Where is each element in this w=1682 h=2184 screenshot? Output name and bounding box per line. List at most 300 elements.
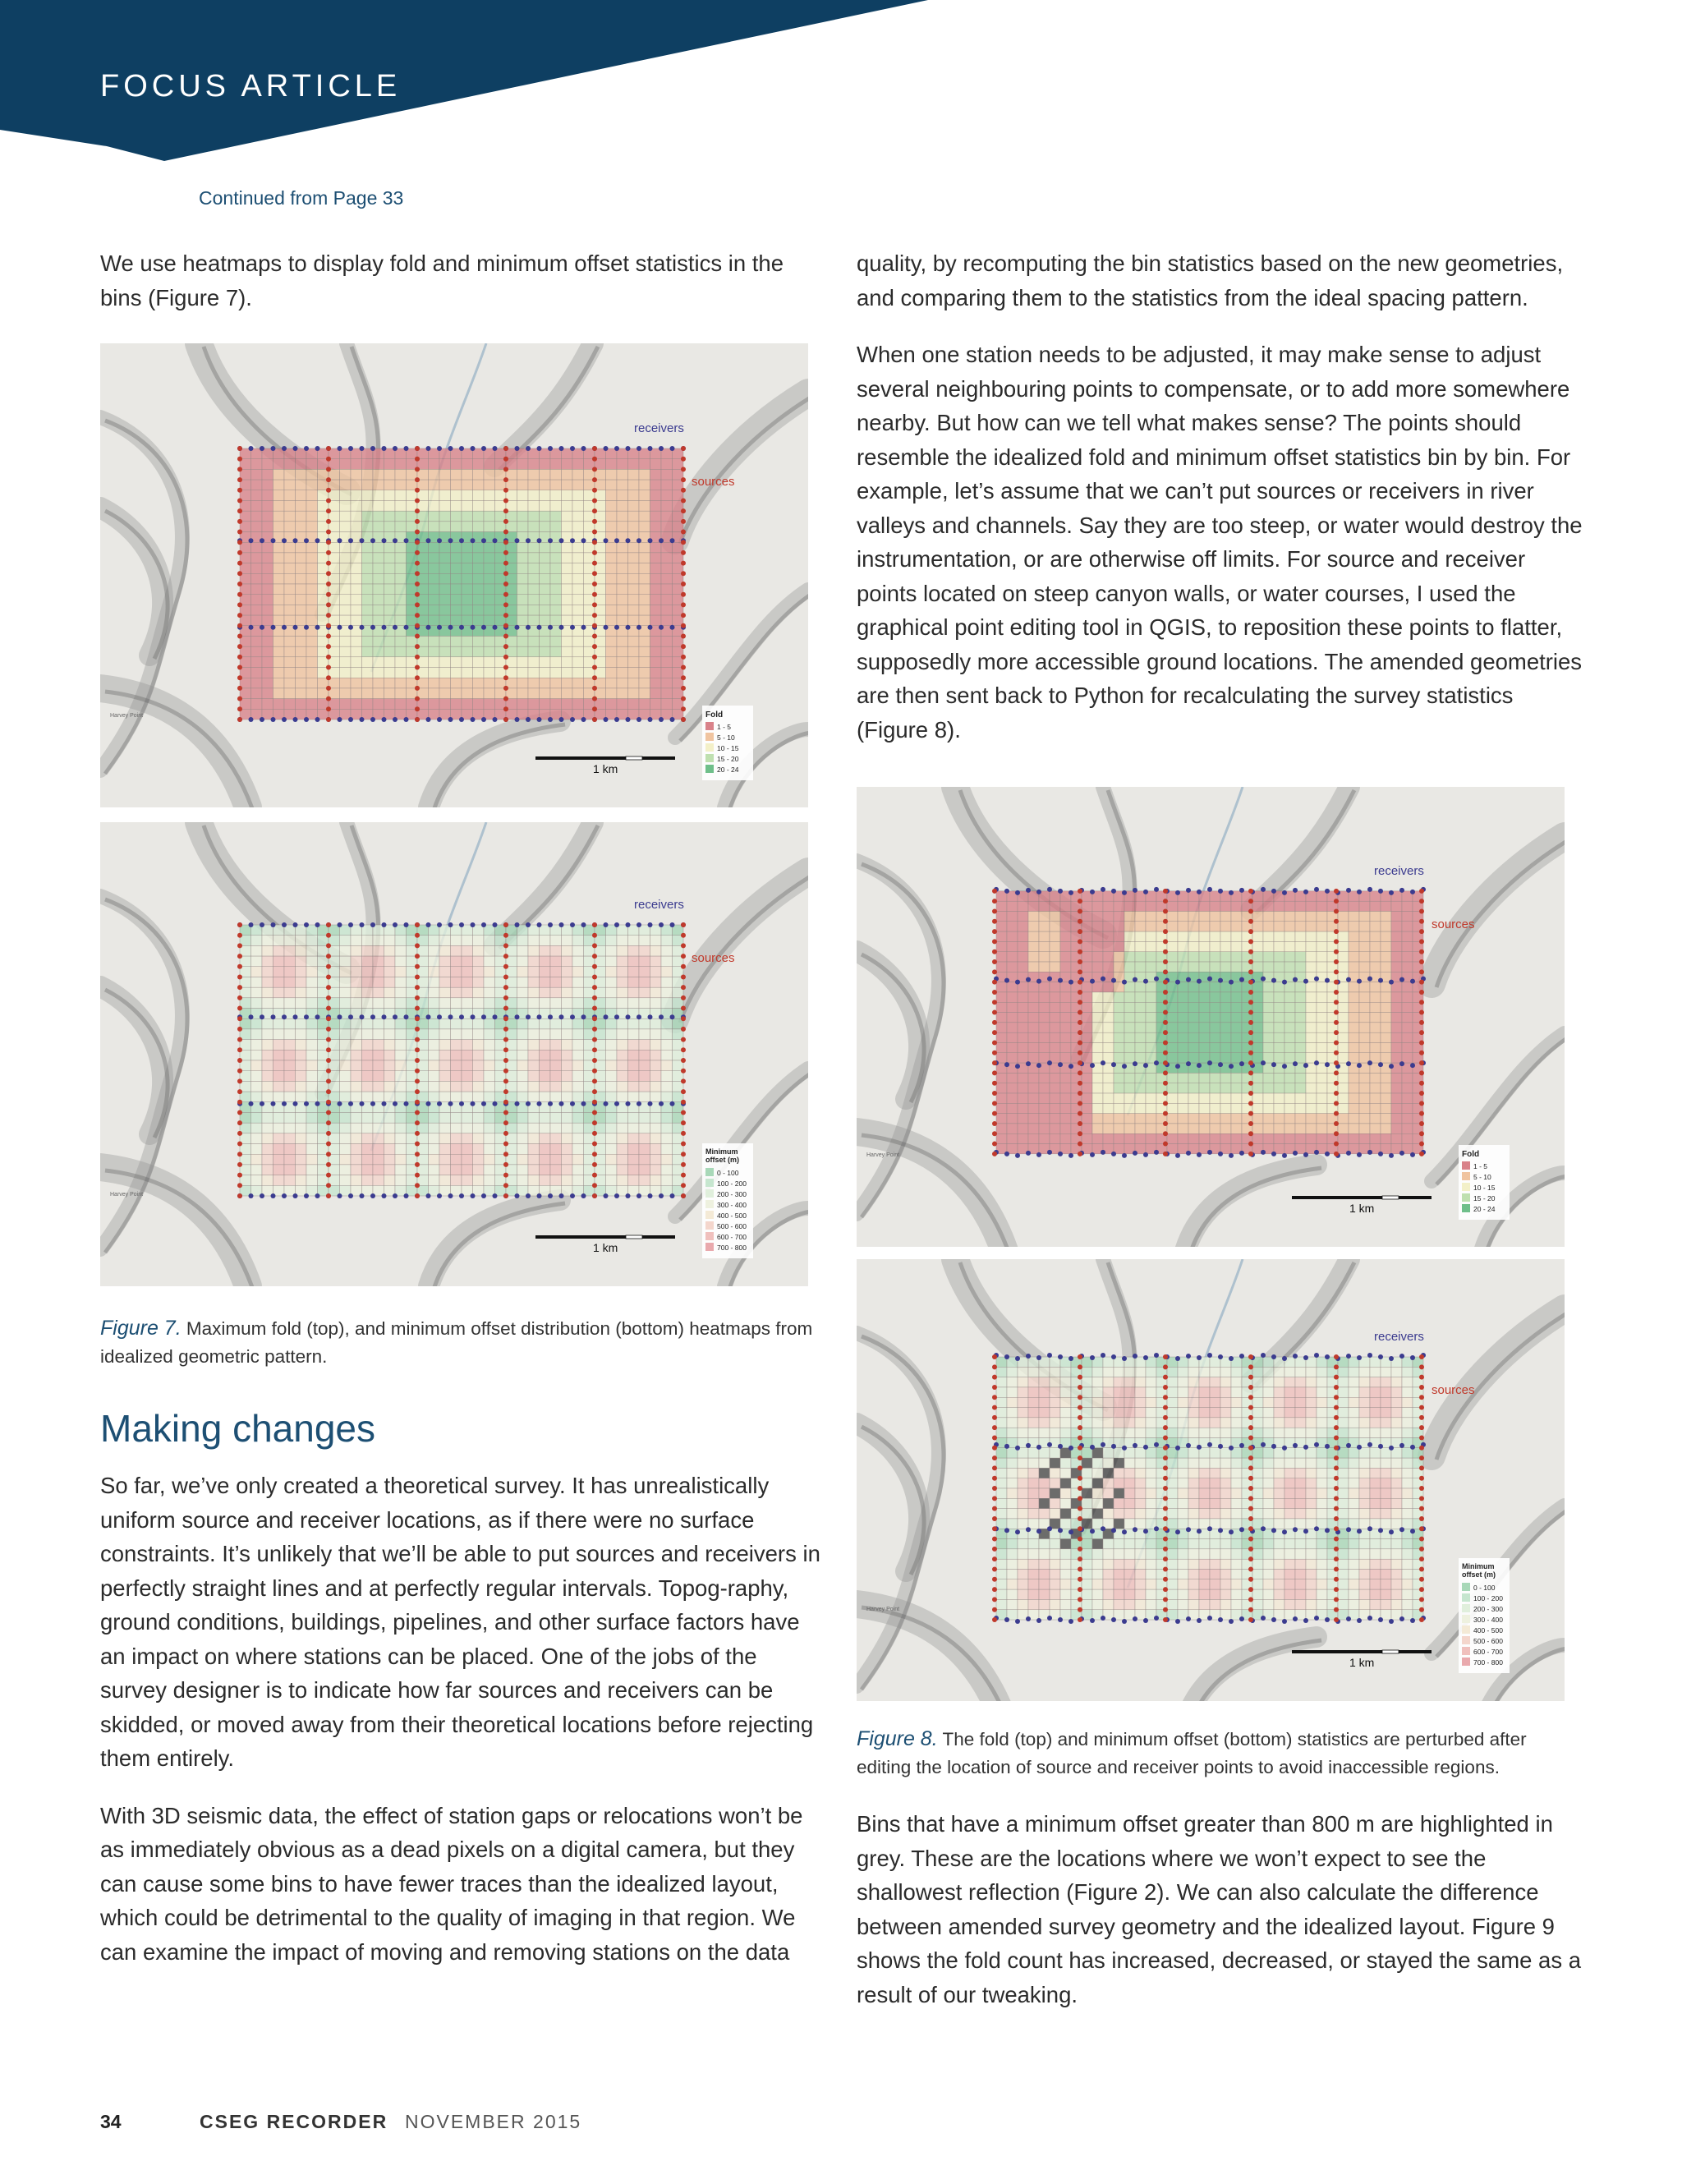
receiver-point xyxy=(360,1101,365,1106)
receiver-point xyxy=(1207,1353,1212,1358)
source-point xyxy=(1419,1496,1424,1501)
receiver-point xyxy=(1090,1445,1095,1450)
receiver-point xyxy=(1239,888,1244,893)
source-point xyxy=(592,1100,597,1105)
legend-entry: 10 - 15 xyxy=(717,744,739,752)
source-point xyxy=(415,995,420,1000)
legend-entry: 5 - 10 xyxy=(717,733,735,742)
receiver-point xyxy=(338,1193,342,1198)
receiver-point xyxy=(526,538,531,543)
source-point xyxy=(1334,1395,1339,1400)
source-point xyxy=(237,1120,242,1125)
source-point xyxy=(1248,1354,1253,1359)
receiver-point xyxy=(1378,1152,1383,1156)
source-point xyxy=(681,964,686,969)
legend-swatch xyxy=(705,765,714,773)
source-point xyxy=(1078,1516,1082,1521)
source-point xyxy=(1334,1091,1339,1096)
source-point xyxy=(592,1078,597,1083)
receiver-point xyxy=(1197,979,1202,984)
receiver-point xyxy=(537,538,542,543)
source-point xyxy=(592,1058,597,1063)
source-point xyxy=(592,1047,597,1052)
receiver-point xyxy=(249,446,254,451)
source-point xyxy=(1078,1597,1082,1602)
source-point xyxy=(681,1016,686,1021)
source-point xyxy=(1078,1111,1082,1116)
receiver-point xyxy=(1410,1063,1415,1068)
source-point xyxy=(326,508,331,513)
receiver-point xyxy=(1314,977,1319,982)
receiver-point xyxy=(370,446,375,451)
receiver-point xyxy=(1282,1153,1287,1158)
receiver-point xyxy=(1357,979,1362,984)
receiver-point xyxy=(636,625,641,630)
source-point xyxy=(326,665,331,670)
receiver-point xyxy=(1346,977,1351,982)
left-column-bottom xyxy=(100,1469,823,1992)
source-point xyxy=(1334,1385,1339,1390)
source-point xyxy=(237,1037,242,1042)
receiver-point xyxy=(1197,890,1202,894)
source-point xyxy=(1078,889,1082,894)
source-point xyxy=(503,686,508,691)
source-point xyxy=(1163,1537,1168,1542)
receiver-point xyxy=(1026,977,1031,982)
receiver-point xyxy=(1293,888,1298,893)
source-point xyxy=(326,974,331,979)
source-point xyxy=(237,985,242,990)
receiver-point xyxy=(1101,1060,1105,1065)
source-point xyxy=(1248,949,1253,954)
figure7-caption xyxy=(100,1314,823,1371)
source-point xyxy=(1163,1030,1168,1035)
source-point xyxy=(503,519,508,524)
receiver-point xyxy=(1378,978,1383,983)
source-point xyxy=(992,1465,997,1470)
source-point xyxy=(503,633,508,638)
source-point xyxy=(237,1173,242,1178)
source-point xyxy=(992,1617,997,1622)
source-point xyxy=(415,571,420,576)
source-point xyxy=(1248,908,1253,913)
receiver-point xyxy=(370,1014,375,1019)
source-point xyxy=(1078,929,1082,934)
source-point xyxy=(1419,1547,1424,1552)
source-point xyxy=(592,446,597,451)
source-point xyxy=(415,922,420,927)
source-point xyxy=(1248,959,1253,964)
source-point xyxy=(326,1131,331,1136)
figure8-caption xyxy=(857,1725,1583,1782)
source-point xyxy=(1248,1587,1253,1592)
legend-entry: 600 - 700 xyxy=(1473,1648,1503,1656)
receiver-point xyxy=(1346,888,1351,893)
receiver-point xyxy=(548,922,553,927)
receiver-point xyxy=(1047,887,1052,892)
source-point xyxy=(326,933,331,938)
receiver-point xyxy=(271,1193,276,1198)
receiver-point xyxy=(315,1101,320,1106)
receiver-point xyxy=(570,446,575,451)
receiver-point xyxy=(1122,1446,1127,1451)
source-point xyxy=(681,633,686,638)
receiver-point xyxy=(1015,1064,1020,1069)
figure8-label: Figure 8. xyxy=(857,1727,938,1750)
receiver-point xyxy=(304,922,309,927)
source-point xyxy=(992,1506,997,1511)
receiver-point xyxy=(471,717,476,722)
receiver-point xyxy=(437,625,442,630)
receiver-point xyxy=(360,446,365,451)
source-point xyxy=(1419,1537,1424,1542)
receiver-point xyxy=(1101,1616,1105,1621)
receiver-point xyxy=(1357,1152,1362,1157)
source-point xyxy=(237,697,242,701)
source-point xyxy=(503,1058,508,1063)
source-point xyxy=(326,602,331,607)
receiver-point xyxy=(1026,1151,1031,1156)
source-point xyxy=(992,1516,997,1521)
source-point xyxy=(992,899,997,903)
receiver-point xyxy=(382,538,387,543)
receiver-point xyxy=(1047,977,1052,982)
source-point xyxy=(415,1100,420,1105)
receiver-point xyxy=(437,446,442,451)
source-point xyxy=(415,467,420,471)
receiver-point xyxy=(260,1101,264,1106)
source-point xyxy=(237,706,242,711)
receiver-point xyxy=(559,1193,564,1198)
scale-bar-segment xyxy=(1382,1650,1399,1653)
source-point xyxy=(503,717,508,722)
source-point xyxy=(1334,1465,1339,1470)
source-point xyxy=(503,675,508,680)
receiver-point xyxy=(1047,1616,1052,1621)
source-point xyxy=(1334,1081,1339,1086)
source-point xyxy=(992,939,997,944)
source-point xyxy=(326,498,331,503)
source-point xyxy=(237,943,242,948)
receiver-point xyxy=(548,717,553,722)
receiver-point xyxy=(1261,887,1266,892)
source-point xyxy=(681,457,686,462)
source-point xyxy=(1419,1121,1424,1126)
receiver-point xyxy=(614,717,619,722)
receiver-point xyxy=(614,1014,619,1019)
receiver-point xyxy=(1090,1355,1095,1360)
source-point xyxy=(503,508,508,513)
receiver-point xyxy=(1026,1527,1031,1532)
source-point xyxy=(503,1069,508,1074)
receiver-point xyxy=(636,717,641,722)
magazine-name: CSEG RECORDER xyxy=(200,2111,388,2132)
receiver-point xyxy=(249,922,254,927)
source-point xyxy=(503,550,508,555)
source-point xyxy=(1419,1587,1424,1592)
receiver-point xyxy=(471,1193,476,1198)
source-point xyxy=(1248,1435,1253,1440)
receiver-point xyxy=(1303,890,1308,894)
receiver-point xyxy=(515,625,520,630)
source-point xyxy=(503,613,508,618)
source-point xyxy=(992,1455,997,1460)
source-point xyxy=(1078,1091,1082,1096)
receiver-point xyxy=(348,538,353,543)
source-point xyxy=(1334,1537,1339,1542)
receiver-point xyxy=(471,446,476,451)
source-point xyxy=(592,1006,597,1011)
paragraph: Bins that have a minimum offset greater than 800 m are highlighted in grey. These are the locations where we won’t expect to see the shallowest reflection (Figure 2). We can also calculate the difference between amended survey geometry and the idealized layout. Figure 9 shows the fold count has increased, decreased, or stayed the same as a result of our tweaking. xyxy=(857,1811,1582,2007)
scale-bar xyxy=(1292,1650,1432,1653)
source-point xyxy=(1334,929,1339,934)
source-point xyxy=(415,488,420,493)
source-point xyxy=(1078,908,1082,913)
source-point xyxy=(326,1069,331,1074)
source-point xyxy=(681,602,686,607)
receiver-point xyxy=(1154,1616,1159,1621)
receiver-point xyxy=(670,446,675,451)
scale-label: 1 km xyxy=(593,1241,618,1254)
source-point xyxy=(415,1193,420,1198)
source-point xyxy=(681,922,686,927)
source-point xyxy=(1248,1607,1253,1612)
receiver-point xyxy=(426,1014,431,1019)
source-point xyxy=(1078,1537,1082,1542)
source-point xyxy=(1248,1617,1253,1622)
legend-swatch xyxy=(705,1221,714,1230)
receiver-point xyxy=(1090,890,1095,894)
source-point xyxy=(1248,1364,1253,1369)
receiver-point xyxy=(1197,1355,1202,1360)
receiver-point xyxy=(382,717,387,722)
receiver-point xyxy=(1399,1616,1404,1621)
receiver-point xyxy=(481,446,486,451)
source-point xyxy=(992,1000,997,1005)
source-point xyxy=(1419,1465,1424,1470)
receiver-point xyxy=(670,717,675,722)
source-point xyxy=(326,550,331,555)
receiver-point xyxy=(1218,978,1223,983)
receiver-point xyxy=(1325,1354,1330,1359)
source-point xyxy=(326,954,331,959)
source-point xyxy=(1163,1051,1168,1055)
source-point xyxy=(1163,1142,1168,1147)
source-point xyxy=(1078,1547,1082,1552)
receiver-point xyxy=(1036,890,1041,894)
source-point xyxy=(1078,1607,1082,1612)
source-point xyxy=(1334,949,1339,954)
receiver-point xyxy=(1303,1152,1308,1157)
source-point xyxy=(503,655,508,660)
source-point xyxy=(1163,1040,1168,1045)
source-point xyxy=(326,1173,331,1178)
source-point xyxy=(592,665,597,670)
receiver-point xyxy=(282,1014,287,1019)
source-point xyxy=(1419,1111,1424,1116)
paragraph: We use heatmaps to display fold and minimum offset statistics in the bins (Figure 7). xyxy=(100,251,784,310)
receiver-point xyxy=(1367,1616,1372,1621)
receiver-point xyxy=(304,538,309,543)
receiver-point xyxy=(459,538,464,543)
receiver-point xyxy=(493,1101,498,1106)
receiver-point xyxy=(481,538,486,543)
source-point xyxy=(1248,939,1253,944)
source-point xyxy=(326,1142,331,1147)
source-point xyxy=(415,561,420,566)
receiver-point xyxy=(404,446,409,451)
source-point xyxy=(326,1047,331,1052)
receiver-point xyxy=(614,1101,619,1106)
receiver-point xyxy=(437,1101,442,1106)
receiver-point xyxy=(1143,1618,1148,1623)
receiver-point xyxy=(382,625,387,630)
source-point xyxy=(1248,1526,1253,1531)
receiver-point xyxy=(559,446,564,451)
legend-entry: 300 - 400 xyxy=(717,1201,747,1209)
receiver-point xyxy=(1271,1354,1276,1359)
offset-heatmap-amended xyxy=(857,1259,1565,1701)
source-point xyxy=(1419,1425,1424,1430)
source-point xyxy=(415,602,420,607)
source-point xyxy=(681,1047,686,1052)
receivers-label: receivers xyxy=(634,421,684,435)
receiver-point xyxy=(1282,890,1287,895)
scale-label: 1 km xyxy=(593,762,618,775)
receiver-point xyxy=(282,625,287,630)
source-point xyxy=(1163,980,1168,985)
source-point xyxy=(237,922,242,927)
receiver-point xyxy=(382,446,387,451)
source-point xyxy=(992,1496,997,1501)
legend-swatch xyxy=(1462,1604,1470,1612)
receiver-point xyxy=(1229,980,1234,985)
receiver-point xyxy=(1111,1528,1116,1533)
receiver-point xyxy=(1015,1619,1020,1624)
receiver-point xyxy=(1229,1529,1234,1534)
source-point xyxy=(1163,1577,1168,1582)
receiver-point xyxy=(1378,1354,1383,1359)
receiver-point xyxy=(481,1014,486,1019)
source-point xyxy=(1334,1425,1339,1430)
receiver-point xyxy=(260,625,264,630)
source-point xyxy=(415,1006,420,1011)
source-point xyxy=(237,508,242,513)
source-point xyxy=(415,508,420,513)
receiver-point xyxy=(348,625,353,630)
receiver-point xyxy=(1271,978,1276,983)
source-point xyxy=(1248,1081,1253,1086)
figure7-label: Figure 7. xyxy=(100,1317,182,1340)
source-point xyxy=(237,530,242,535)
source-point xyxy=(1334,1142,1339,1147)
receiver-point xyxy=(1229,1446,1234,1451)
source-point xyxy=(503,922,508,927)
source-point xyxy=(592,1152,597,1156)
receiver-point xyxy=(370,1101,375,1106)
source-point xyxy=(415,1089,420,1094)
legend-entry: 1 - 5 xyxy=(717,723,732,731)
source-point xyxy=(592,633,597,638)
receiver-point xyxy=(1015,1446,1020,1451)
source-point xyxy=(1078,1051,1082,1055)
legend-entry: 500 - 600 xyxy=(717,1222,747,1230)
source-point xyxy=(681,1142,686,1147)
receiver-point xyxy=(1036,1529,1041,1533)
source-point xyxy=(415,540,420,545)
source-point xyxy=(681,995,686,1000)
source-point xyxy=(1419,1617,1424,1622)
receiver-point xyxy=(1111,1062,1116,1067)
source-point xyxy=(503,540,508,545)
source-point xyxy=(1078,969,1082,974)
source-point xyxy=(992,1476,997,1481)
receiver-point xyxy=(1399,888,1404,893)
source-point xyxy=(1078,1486,1082,1491)
source-point xyxy=(415,717,420,722)
receiver-point xyxy=(493,1014,498,1019)
receiver-point xyxy=(1197,1152,1202,1157)
receiver-point xyxy=(338,446,342,451)
source-point xyxy=(237,613,242,618)
receiver-point xyxy=(548,625,553,630)
receiver-point xyxy=(260,538,264,543)
fold-heatmap-amended xyxy=(857,787,1565,1247)
receiver-point xyxy=(636,1193,641,1198)
source-point xyxy=(1419,1020,1424,1025)
source-point xyxy=(1163,1506,1168,1511)
source-point xyxy=(1163,1395,1168,1400)
receiver-point xyxy=(338,625,342,630)
receiver-point xyxy=(1293,1443,1298,1448)
receiver-point xyxy=(1410,1529,1415,1533)
source-point xyxy=(1163,1556,1168,1561)
receiver-point xyxy=(304,717,309,722)
receiver-point xyxy=(382,1014,387,1019)
source-point xyxy=(1078,1385,1082,1390)
receiver-point xyxy=(1357,1618,1362,1623)
legend-entry: 200 - 300 xyxy=(717,1190,747,1198)
receiver-point xyxy=(1389,1446,1394,1451)
receiver-point xyxy=(293,446,298,451)
source-point xyxy=(237,1110,242,1115)
receiver-point xyxy=(448,1101,453,1106)
source-point xyxy=(503,1078,508,1083)
receiver-point xyxy=(559,538,564,543)
source-point xyxy=(1419,939,1424,944)
source-point xyxy=(1163,1597,1168,1602)
receiver-point xyxy=(1261,1150,1266,1155)
source-point xyxy=(992,1131,997,1136)
source-point xyxy=(1248,1446,1253,1451)
legend-swatch xyxy=(705,743,714,752)
legend-swatch xyxy=(1462,1658,1470,1666)
receiver-point xyxy=(1175,1064,1180,1069)
source-point xyxy=(592,1027,597,1032)
receiver-point xyxy=(626,446,631,451)
source-point xyxy=(592,571,597,576)
receiver-point xyxy=(1197,1529,1202,1533)
receiver-point xyxy=(581,446,586,451)
source-point xyxy=(326,644,331,649)
source-point xyxy=(1163,929,1168,934)
source-point xyxy=(1163,1435,1168,1440)
source-point xyxy=(237,498,242,503)
receiver-point xyxy=(1293,1151,1298,1156)
source-point xyxy=(681,1078,686,1083)
fold-heatmap xyxy=(100,343,808,807)
receiver-point xyxy=(393,1101,398,1106)
